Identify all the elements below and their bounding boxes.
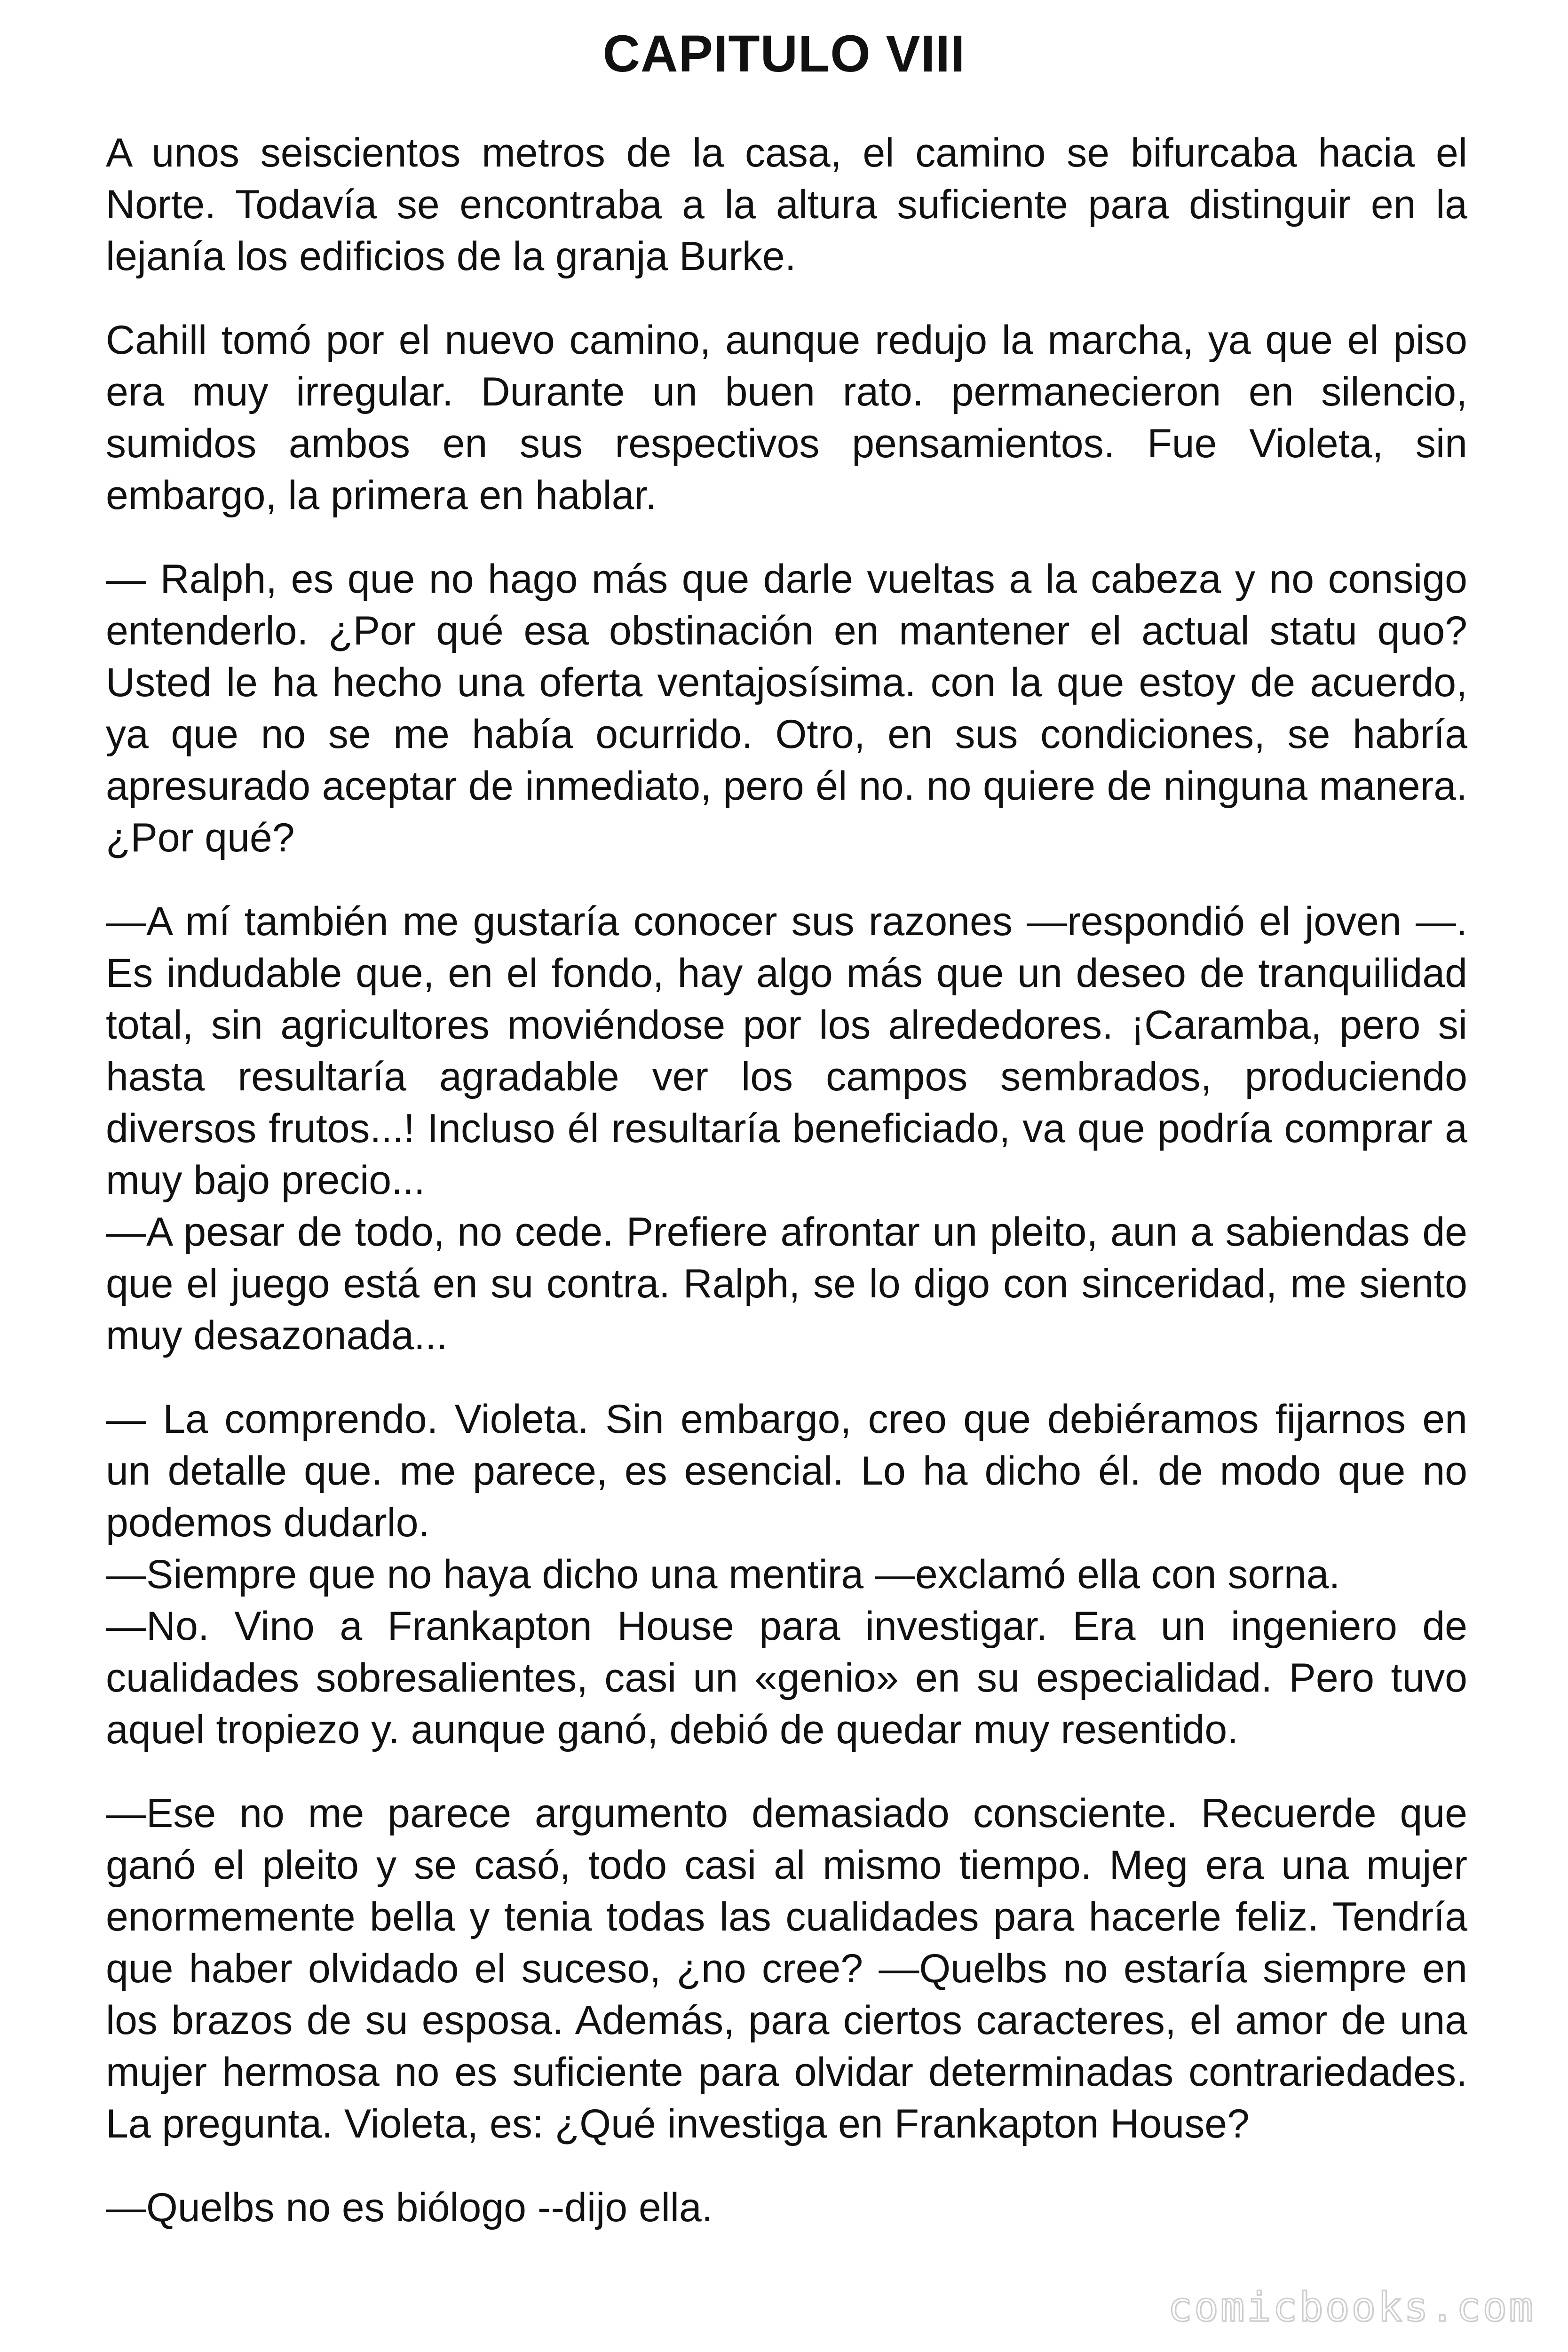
paragraph: —No. Vino a Frankapton House para investigar. Era un ingeniero de cualidades sobresalientes, casi un «genio» en su especialidad. Pero tuvo aquel tropiezo y. aunque ganó, debió de quedar muy resentido.	[106, 1604, 1467, 1752]
paragraph: A unos seiscientos metros de la casa, el camino se bifurcaba hacia el Norte. Todavía se encontraba a la altura suficiente para distinguir en la lejanía los edificios de la granja Burke.	[106, 130, 1467, 279]
paragraph: —Quelbs no es biólogo --dijo ella.	[106, 2185, 713, 2230]
paragraph: —Ese no me parece argumento demasiado consciente. Recuerde que ganó el pleito y se casó, todo casi al mismo tiempo. Meg era una mujer enormemente bella y tenia todas las cualidades para hacerle feliz. Tendría que haber olvidado el suceso, ¿no cree? —Quelbs no estaría siempre en los brazos de su esposa. Además, para ciertos caracteres, el amor de una mujer hermosa no es suficiente para olvidar determinadas contrariedades. La pregunta. Violeta, es: ¿Qué investiga en Frankapton House?	[106, 1791, 1467, 2146]
paragraph: — Ralph, es que no hago más que darle vueltas a la cabeza y no consigo entenderlo. ¿Por qué esa obstinación en mantener el actual statu quo? Usted le ha hecho una oferta ventajosísima. con la que estoy de acuerdo, ya que no se me había ocurrido. Otro, en sus condiciones, se habría apresurado aceptar de inmediato, pero él no. no quiere de ninguna manera. ¿Por qué?	[106, 556, 1467, 860]
watermark: comicbooks.com	[1168, 2284, 1535, 2331]
paragraph: —Siempre que no haya dicho una mentira —exclamó ella con sorna.	[106, 1552, 1340, 1597]
paragraph: — La comprendo. Violeta. Sin embargo, creo que debiéramos fijarnos en un detalle que. me parece, es esencial. Lo ha dicho él. de modo que no podemos dudarlo.	[106, 1397, 1467, 1545]
paragraph: —A mí también me gustaría conocer sus razones —respondió el joven —. Es indudable que, en el fondo, hay algo más que un deseo de tranquilidad total, sin agricultores moviéndose por los alrededores. ¡Caramba, pero si hasta resultaría agradable ver los campos sembrados, produciendo diversos frutos...! Incluso él resultaría beneficiado, va que podría comprar a muy bajo precio...	[106, 899, 1467, 1203]
chapter-title: CAPITULO VIII	[602, 25, 966, 83]
paragraph: Cahill tomó por el nuevo camino, aunque redujo la marcha, ya que el piso era muy irregular. Durante un buen rato. permanecieron en silencio, sumidos ambos en sus respectivos pensamientos. Fue Violeta, sin embargo, la primera en hablar.	[106, 318, 1467, 518]
paragraph: —A pesar de todo, no cede. Prefiere afrontar un pleito, aun a sabiendas de que el juego está en su contra. Ralph, se lo digo con sinceridad, me siento muy desazonada...	[106, 1209, 1467, 1358]
chapter-body	[106, 127, 1467, 2233]
